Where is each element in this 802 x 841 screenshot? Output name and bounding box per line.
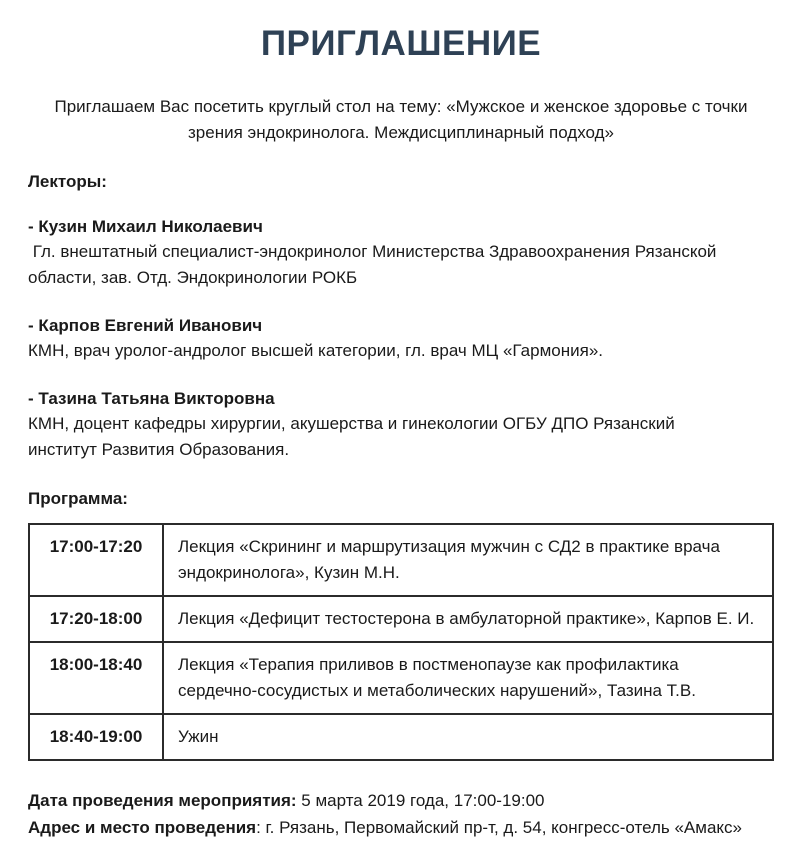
lecturer-name: - Карпов Евгений Иванович bbox=[28, 316, 263, 335]
event-cell: Лекция «Скрининг и маршрутизация мужчин с СД2 в практике врача эндокринолога», Кузин М.Н. bbox=[163, 524, 773, 596]
time-cell: 17:20-18:00 bbox=[29, 596, 163, 642]
lecturer-item bbox=[28, 214, 740, 291]
time-cell: 17:00-17:20 bbox=[29, 524, 163, 596]
event-date-value: 5 марта 2019 года, 17:00-19:00 bbox=[296, 791, 545, 810]
intro-paragraph: Приглашаем Вас посетить круглый стол на тему: «Мужское и женское здоровье с точки зрения эндокринолога. Междисциплинарный подход» bbox=[54, 97, 748, 142]
table-row bbox=[29, 596, 773, 642]
event-cell: Ужин bbox=[163, 714, 773, 760]
event-address-line bbox=[28, 814, 774, 841]
lecturer-item bbox=[28, 313, 740, 364]
lecturer-description: КМН, доцент кафедры хирургии, акушерства и гинекологии ОГБУ ДПО Рязанский институт Развития Образования. bbox=[28, 414, 680, 459]
event-cell: Лекция «Терапия приливов в постменопаузе как профилактика сердечно-сосудистых и метаболических нарушений», Тазина Т.В. bbox=[163, 642, 773, 714]
lecturer-item bbox=[28, 386, 740, 463]
event-address-label: Адрес и место проведения bbox=[28, 818, 257, 837]
lecturer-name: - Тазина Татьяна Викторовна bbox=[28, 389, 275, 408]
event-date-label: Дата проведения мероприятия: bbox=[28, 791, 297, 810]
time-cell: 18:00-18:40 bbox=[29, 642, 163, 714]
program-heading: Программа: bbox=[28, 489, 128, 508]
event-details bbox=[28, 787, 774, 841]
event-date-line bbox=[28, 787, 774, 814]
event-address-value: : г. Рязань, Первомайский пр-т, д. 54, конгресс-отель «Амакс» bbox=[256, 818, 742, 837]
table-row bbox=[29, 642, 773, 714]
program-table bbox=[28, 523, 774, 761]
lecturer-description: Гл. внештатный специалист-эндокринолог Министерства Здравоохранения Рязанской области, зав. Отд. Эндокринологии РОКБ bbox=[28, 242, 722, 287]
lecturer-name: - Кузин Михаил Николаевич bbox=[28, 217, 263, 236]
table-row bbox=[29, 714, 773, 760]
lecturer-description: КМН, врач уролог-андролог высшей категории, гл. врач МЦ «Гармония». bbox=[28, 341, 603, 360]
table-row bbox=[29, 524, 773, 596]
lecturers-heading: Лекторы: bbox=[28, 172, 107, 191]
document-title: ПРИГЛАШЕНИЕ bbox=[260, 24, 542, 63]
time-cell: 18:40-19:00 bbox=[29, 714, 163, 760]
event-cell: Лекция «Дефицит тестостерона в амбулаторной практике», Карпов Е. И. bbox=[163, 596, 773, 642]
